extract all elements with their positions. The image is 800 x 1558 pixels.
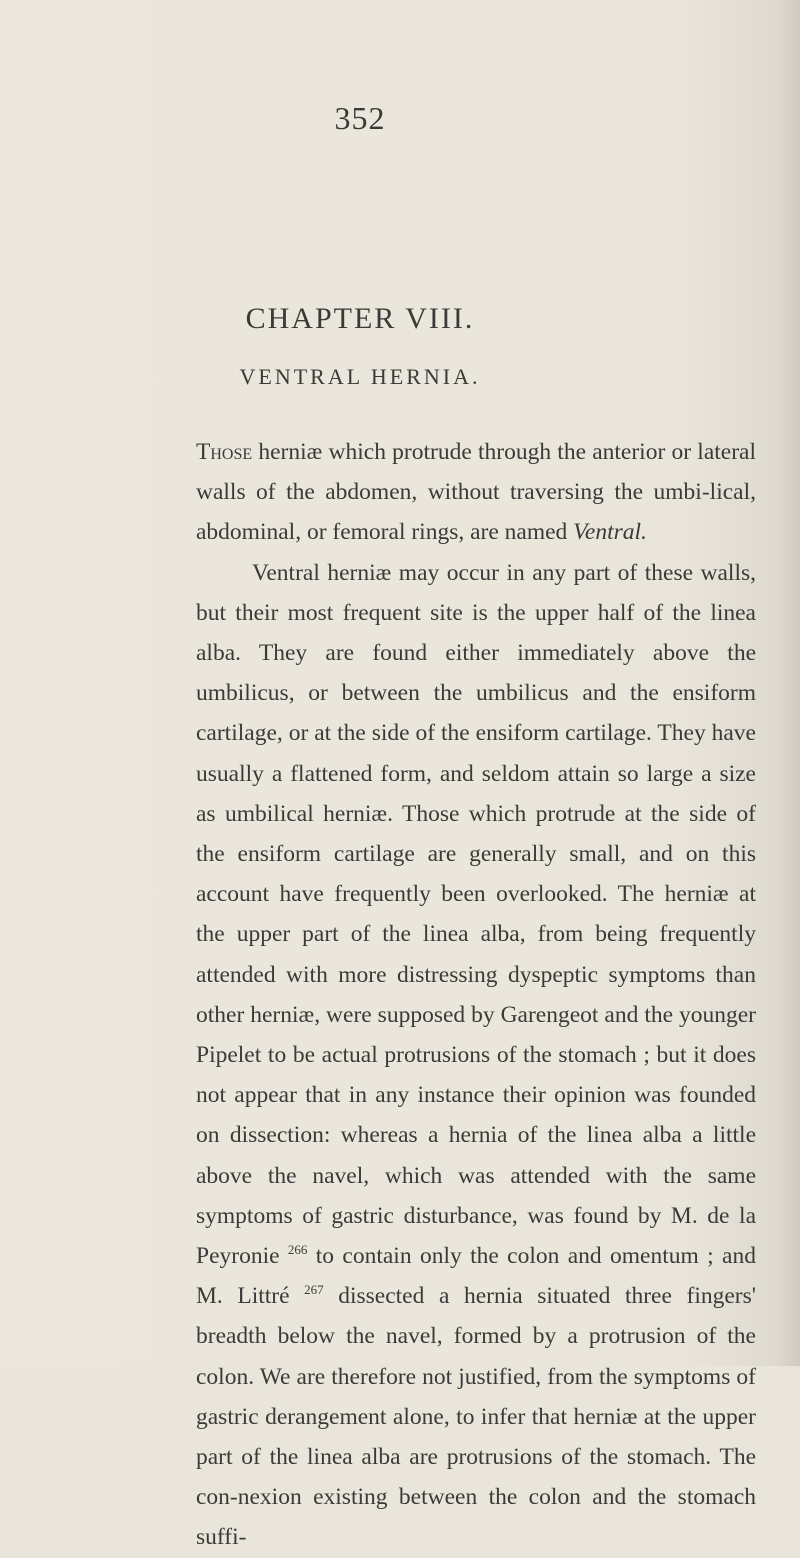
paragraph-2 [196, 553, 756, 1558]
paragraph-2-text-b: to contain only the colon and omentum ; and M. Littré [196, 1243, 756, 1310]
paragraph-lead-word: Those [196, 439, 253, 465]
chapter-title: CHAPTER VIII. [245, 302, 475, 335]
paragraph-2-text-a: Ventral herniæ may occur in any part of these walls, but their most frequent site is the upper half of the linea alba. They are found either immediately above the umbilicus, or between the umbilicus and the ensiform cartilage, or at the side of the ensiform cartilage. They have usually a flattened form, and seldom attain so large a size as umbilical herniæ. Those which protrude at the side of the ensiform cartilage are generally small, and on this account have frequently been overlooked. The herniæ at the upper part of the linea alba, from being frequently attended with more distressing dyspeptic symptoms than other herniæ, were supposed by Garengeot and the younger Pipelet to be actual protrusions of the stomach ; but it does not appear that in any instance their opinion was founded on dissection: whereas a hernia of the linea alba a little above the navel, which was attended with the same symptoms of gastric disturbance, was found by M. de la Peyronie [196, 559, 756, 1270]
paragraph-1 [196, 432, 756, 553]
paragraph-2-text-c: dissected a hernia situated three fingers' breadth below the navel, formed by a protrusion of the colon. We are therefore not justified, from the symptoms of gastric derangement alone, to infer that herniæ at the upper part of the linea alba are protrusions of the stomach. The con-nexion existing between the colon and the stomach suffi- [196, 1283, 756, 1551]
emphasis-ventral: Ventral. [573, 519, 647, 546]
paragraph-1-text: herniæ which protrude through the anterior or lateral walls of the abdomen, without traversing the umbi-lical, abdominal, or femoral rings, are named [196, 439, 756, 546]
page-number: 352 [334, 100, 386, 136]
section-title: VENTRAL HERNIA. [239, 364, 481, 389]
footnote-ref-266: 266 [287, 1242, 308, 1258]
footnote-ref-267: 267 [304, 1282, 324, 1298]
body-text [196, 432, 756, 1558]
